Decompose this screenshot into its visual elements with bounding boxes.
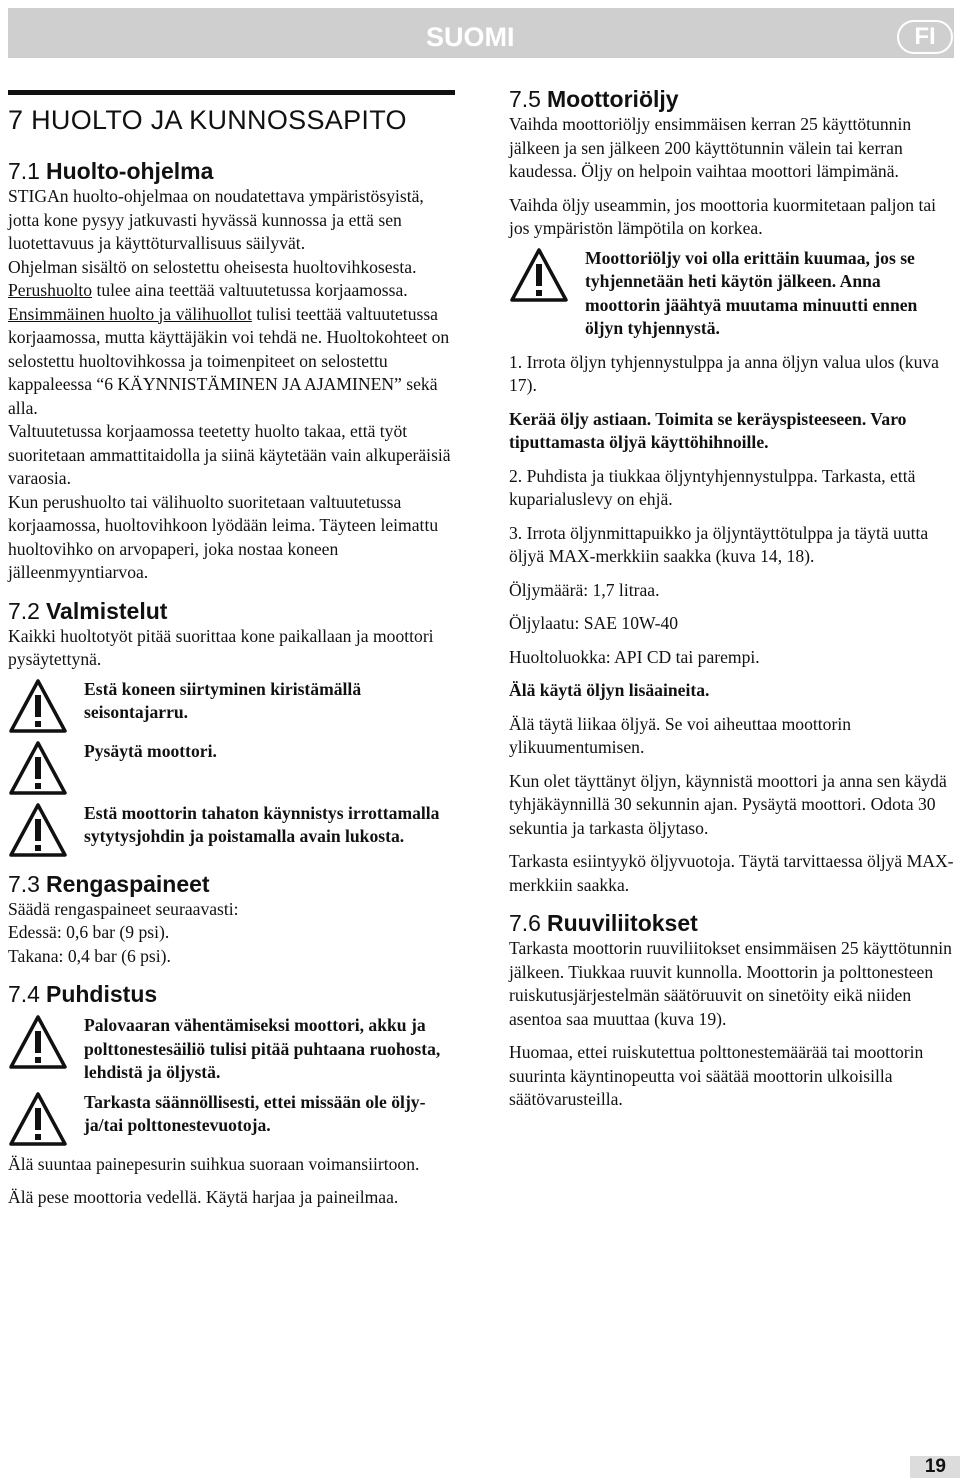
s75-paragraph-4: Kun olet täyttänyt öljyn, käynnistä moottori ja anna sen käydä tyhjäkäynnillä 30 sekunnin ajan. Pysäytä moottori. Odota 30 sekuntia ja tarkasta öljytaso. bbox=[509, 770, 947, 838]
warning-block bbox=[8, 1014, 455, 1085]
s75-oil-quality: Öljylaatu: SAE 10W-40 bbox=[509, 613, 679, 633]
s75-bold-note-1: Kerää öljy astiaan. Toimita se keräyspisteeseen. Varo tiputtamasta öljyä käyttöhihnoille. bbox=[509, 408, 907, 452]
s72-paragraph-1: Kaikki huoltotyöt pitää suorittaa kone paikallaan ja moottori pysäytettynä. bbox=[8, 625, 434, 669]
section-7-5-heading: 7.5 Moottoriöljy bbox=[509, 86, 679, 112]
page-header bbox=[8, 8, 954, 58]
section-7-6-heading: 7.6 Ruuviliitokset bbox=[509, 910, 698, 936]
warning-triangle-icon bbox=[8, 1014, 78, 1070]
section-7-1-heading: 7.1 Huolto-ohjelma bbox=[8, 158, 214, 184]
s73-line-1: Säädä rengaspaineet seuraavasti: bbox=[8, 898, 239, 919]
section-7-4-heading: 7.4 Puhdistus bbox=[8, 981, 158, 1007]
s75-bold-note-2: Älä käytä öljyn lisäaineita. bbox=[509, 680, 710, 700]
warning-text: Moottoriöljy voi olla erittäin kuumaa, jos se tyhjennetään heti käytön jälkeen. Anna moottorin jäähtyä muutama minuutti ennen öljyn tyhjennystä. bbox=[585, 247, 918, 338]
warning-triangle-icon bbox=[8, 740, 78, 796]
s75-oil-amount: Öljymäärä: 1,7 litraa. bbox=[509, 579, 660, 600]
s76-paragraph-2: Huomaa, ettei ruiskutettua polttonestemäärää tai moottorin suurinta käyntinopeutta voi säätää moottorin ulkoisilla säätövarusteilla. bbox=[509, 1042, 924, 1109]
s75-service-class: Huoltoluokka: API CD tai parempi. bbox=[509, 646, 760, 667]
s71-paragraph-3: Perushuolto tulee aina teettää valtuutetussa korjaamossa. bbox=[8, 280, 408, 300]
warning-text: Palovaaran vähentämiseksi moottori, akku ja polttonestesäiliö tulisi pitää puhtaana ruohosta, lehdistä ja öljystä. bbox=[84, 1015, 441, 1082]
s71-paragraph-5: Valtuutetussa korjaamossa teetetty huolto takaa, että työt suoritetaan ammattitaidolla ja siinä käytetään vain alkuperäisiä varaosia. bbox=[8, 421, 451, 488]
warning-text: Estä moottorin tahaton käynnistys irrottamalla sytytysjohdin ja poistamalla avain lukosta. bbox=[84, 802, 440, 846]
s75-paragraph-2: Vaihda öljy useammin, jos moottoria kuormitetaan paljon tai jos ympäristön lämpötila on korkea. bbox=[509, 194, 937, 238]
s74-paragraph-1: Älä suuntaa painepesurin suihkua suoraan voimansiirtoon. bbox=[8, 1153, 420, 1174]
warning-triangle-icon bbox=[509, 247, 579, 303]
page-number-box bbox=[910, 1456, 960, 1478]
page-number: 19 bbox=[924, 1456, 946, 1477]
s71-paragraph-2: Ohjelman sisältö on selostettu oheisesta huoltovihkosesta. bbox=[8, 256, 417, 277]
s76-paragraph-1: Tarkasta moottorin ruuviliitokset ensimmäisen 25 käyttötunnin jälkeen. Tiukkaa ruuvit kunnolla. Moottorin ja polttonesteen ruiskutusjärjestelmän säätöruuvit on sinetöity eikä niiden asentoa saa muuttaa (kuva 19). bbox=[509, 938, 952, 1029]
right-column bbox=[509, 85, 954, 1112]
chapter-title: 7 HUOLTO JA KUNNOSSAPITO bbox=[8, 90, 455, 137]
s75-paragraph-1: Vaihda moottoriöljy ensimmäisen kerran 25 käyttötunnin jälkeen ja sen jälkeen 200 käyttötunnin välein tai kerran kaudessa. Öljy on helpoin vaihtaa moottori lämpimänä. bbox=[509, 114, 912, 181]
section-7-2-heading: 7.2 Valmistelut bbox=[8, 597, 168, 624]
warning-block bbox=[509, 247, 954, 341]
s71-paragraph-4: Ensimmäinen huolto ja välihuollot tulisi teettää valtuutetussa korjaamossa, mutta käyttäjäkin voi tehdä ne. Huoltokohteet on selostettu huoltovihkossa ja toimenpiteet on selostettu kappaleessa “6 KÄYNNISTÄMINEN JA AJAMINEN” sekä alla. bbox=[8, 303, 450, 418]
s71-paragraph-1: STIGAn huolto-ohjelmaa on noudatettava ympäristösyistä, jotta kone pysyy jatkuvasti hyvässä kunnossa ja että sen luotettavuus ja käyttöturvallisuus säilyvät. bbox=[8, 186, 424, 253]
s75-step-3: 3. Irrota öljynmittapuikko ja öljyntäyttötulppa ja täytä uutta öljyä MAX-merkkiin saakka (kuva 14, 18). bbox=[509, 522, 929, 566]
warning-triangle-icon bbox=[8, 1091, 78, 1147]
warning-text: Pysäytä moottori. bbox=[84, 740, 217, 761]
left-column bbox=[8, 90, 455, 1210]
s75-step-2: 2. Puhdista ja tiukkaa öljyntyhjennystulppa. Tarkasta, että kuparialuslevy on ehjä. bbox=[509, 465, 916, 509]
s71-paragraph-6: Kun perushuolto tai välihuolto suoritetaan valtuutetussa korjaamossa, huoltovihkoon lyödään leima. Täyteen leimattu huoltovihko on arvopaperi, joka nostaa koneen jälleenmyyntiarvoa. bbox=[8, 491, 439, 582]
s74-paragraph-2: Älä pese moottoria vedellä. Käytä harjaa ja paineilmaa. bbox=[8, 1187, 399, 1207]
warning-triangle-icon bbox=[8, 678, 78, 734]
warning-triangle-icon bbox=[8, 802, 78, 858]
warning-block bbox=[8, 1091, 455, 1147]
section-7-3-heading: 7.3 Rengaspaineet bbox=[8, 870, 210, 897]
warning-block bbox=[8, 678, 455, 734]
warning-text: Estä koneen siirtyminen kiristämällä seisontajarru. bbox=[84, 678, 362, 722]
s75-paragraph-5: Tarkasta esiintyykö öljyvuotoja. Täytä tarvittaessa öljyä MAX-merkkiin saakka. bbox=[509, 851, 954, 895]
s73-line-2: Edessä: 0,6 bar (9 psi). bbox=[8, 922, 170, 942]
warning-block bbox=[8, 802, 455, 858]
language-label: SUOMI bbox=[426, 22, 515, 52]
warning-text: Tarkasta säännöllisesti, ettei missään ole öljy- ja/tai polttonestevuotoja. bbox=[84, 1091, 426, 1135]
s75-step-1: 1. Irrota öljyn tyhjennystulppa ja anna öljyn valua ulos (kuva 17). bbox=[509, 351, 939, 395]
s73-line-3: Takana: 0,4 bar (6 psi). bbox=[8, 945, 171, 966]
language-badge: FI bbox=[897, 20, 953, 54]
s75-paragraph-3: Älä täytä liikaa öljyä. Se voi aiheuttaa moottorin ylikuumentumisen. bbox=[509, 713, 852, 757]
warning-block bbox=[8, 740, 455, 796]
